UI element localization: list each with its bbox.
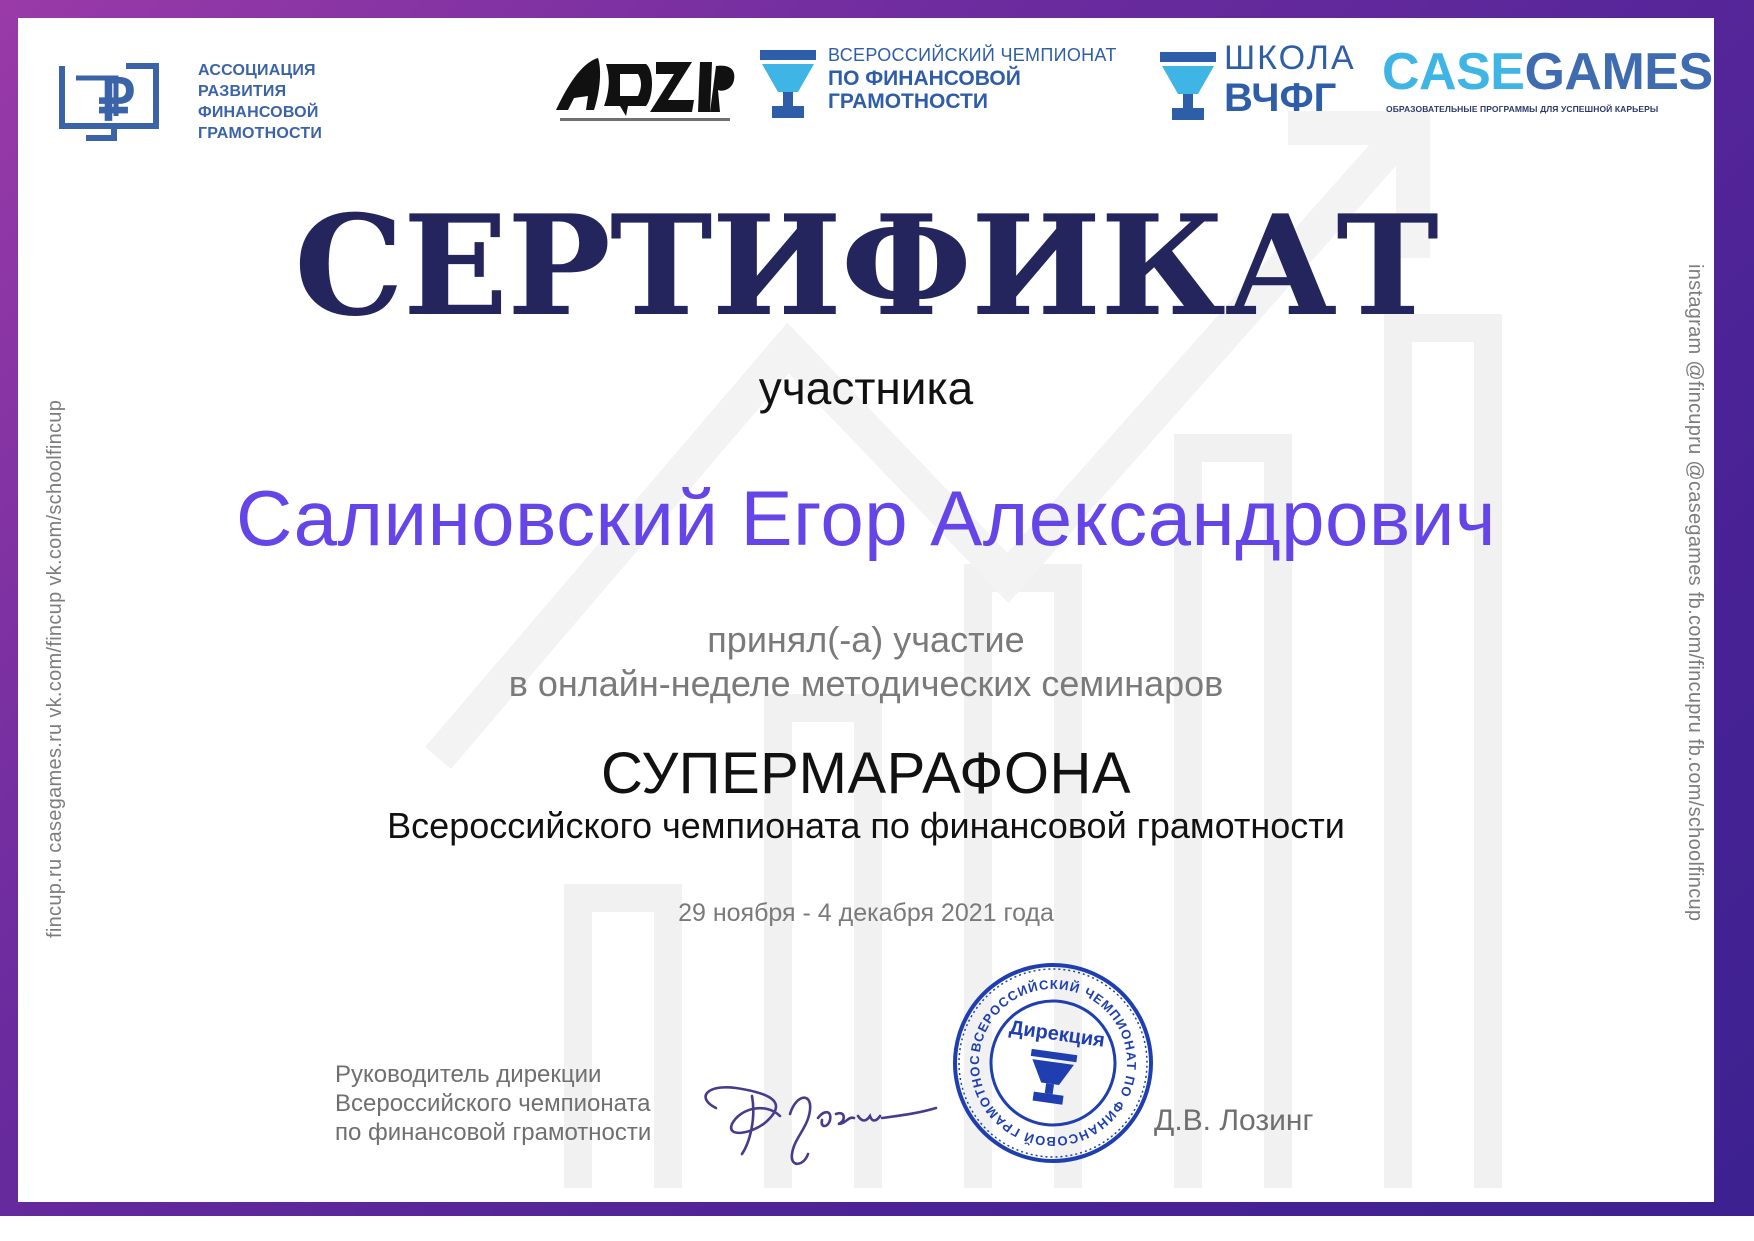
association-line: ГРАМОТНОСТИ: [198, 125, 323, 142]
school-logo: [1156, 38, 1396, 128]
ruble-book-icon: [56, 38, 166, 148]
cup-icon: [1025, 1049, 1078, 1106]
sidebar-right-links: instagram @fincupru @casegames fb.com/fincupru fb.com/schoolfincup: [1684, 264, 1706, 922]
cup-icon: [1156, 50, 1220, 130]
signer-role-line: Всероссийского чемпионата: [335, 1090, 651, 1117]
casegames-wordmark: [1382, 42, 1713, 102]
casegames-logo: [1382, 42, 1712, 122]
event-subtitle: Всероссийского чемпионата по финансовой грамотности: [387, 805, 1345, 846]
participation-text: [18, 618, 1714, 706]
association-line: РАЗВИТИЯ: [198, 83, 287, 100]
event-title: СУПЕРМАРАФОНА: [600, 741, 1132, 806]
signer-role-line: Руководитель дирекции: [335, 1061, 602, 1088]
participation-line: в онлайн-неделе методических семинаров: [508, 663, 1224, 704]
championship-line: ВСЕРОССИЙСКИЙ ЧЕМПИОНАТ: [828, 45, 1117, 65]
association-logo: [56, 38, 356, 148]
championship-line: ГРАМОТНОСТИ: [828, 90, 988, 113]
school-name: [1224, 38, 1356, 118]
stamp-ring-text: ВСЕРОССИЙСКИЙ ЧЕМПИОНАТ ПО ФИНАНСОВОЙ ГРАМОТНОСТИ: [966, 976, 1140, 1150]
stamp-center-text: Дирекция: [1007, 1016, 1107, 1052]
school-line: ШКОЛА: [1224, 39, 1356, 77]
cup-icon: [756, 48, 820, 128]
svg-text:₽: ₽: [98, 68, 135, 133]
participation-line: принял(-а) участие: [707, 619, 1025, 660]
official-stamp: [950, 960, 1156, 1166]
sidebar-left-links: fincup.ru casegames.ru vk.com/fincup vk.com/schoolfincup: [44, 399, 66, 938]
casegames-part-games: GAMES: [1524, 43, 1713, 101]
event-date: 29 ноября - 4 декабря 2021 года: [678, 899, 1054, 927]
casegames-tagline: ОБРАЗОВАТЕЛЬНЫЕ ПРОГРАММЫ ДЛЯ УСПЕШНОЙ КАРЬЕРЫ: [1386, 104, 1659, 114]
association-name: [198, 60, 322, 144]
association-line: ФИНАНСОВОЙ: [198, 104, 319, 121]
certificate-paper: [18, 18, 1714, 1202]
adzh-brush-logo: [550, 40, 740, 130]
signer-name: Д.В. Лозинг: [1154, 1104, 1314, 1137]
signer-role-line: по финансовой грамотности: [335, 1119, 652, 1146]
school-line: ВЧФГ: [1224, 76, 1337, 120]
championship-line: ПО ФИНАНСОВОЙ: [828, 67, 1021, 90]
signer-role: [335, 1060, 651, 1147]
certificate-subtitle: участника: [758, 362, 974, 414]
championship-name: [828, 44, 1117, 113]
certificate-title: СЕРТИФИКАТ: [294, 184, 1438, 347]
handwritten-signature: [686, 1058, 966, 1188]
recipient-name: Салиновский Егор Александрович: [235, 474, 1497, 562]
association-line: АССОЦИАЦИЯ: [198, 62, 316, 79]
casegames-part-case: CASE: [1382, 43, 1525, 101]
championship-logo: [756, 40, 1156, 130]
bottom-frame-strip: [0, 1216, 1754, 1241]
